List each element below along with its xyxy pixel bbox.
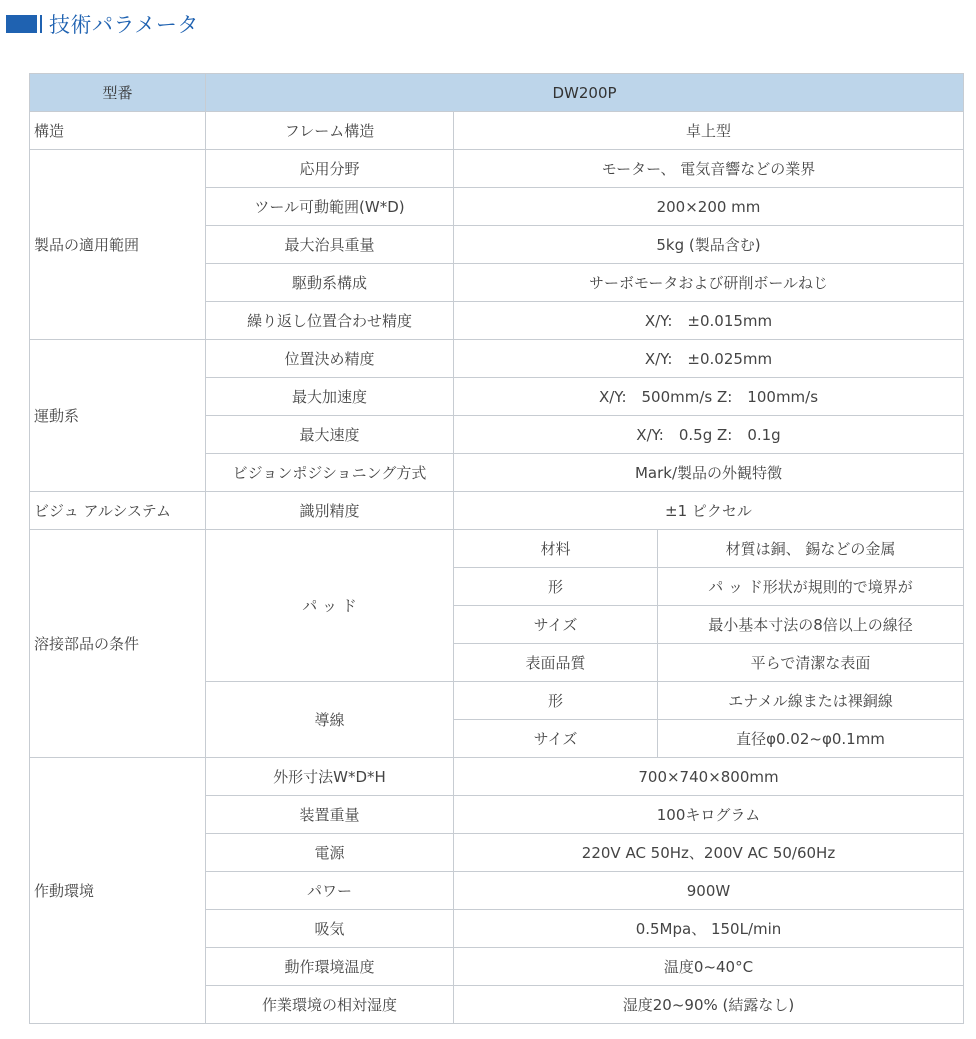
table-row (30, 340, 964, 378)
item-cell: 電源 (206, 834, 454, 872)
item-cell: フレーム構造 (206, 112, 454, 150)
value-cell: 湿度20~90% (結露なし) (454, 986, 964, 1024)
attr-cell: サイズ (454, 720, 658, 758)
value-cell: パ ッ ド形状が規則的で境界が (658, 568, 964, 606)
value-cell: X/Y: 500mm/s Z: 100mm/s (454, 378, 964, 416)
item-cell: 位置決め精度 (206, 340, 454, 378)
table-header-row (30, 74, 964, 112)
item-cell: 最大治具重量 (206, 226, 454, 264)
table-row (30, 758, 964, 796)
attr-cell: 形 (454, 682, 658, 720)
value-cell: X/Y: ±0.015mm (454, 302, 964, 340)
value-cell: X/Y: ±0.025mm (454, 340, 964, 378)
heading-divider (40, 15, 42, 33)
value-cell: 最小基本寸法の8倍以上の線径 (658, 606, 964, 644)
value-cell: エナメル線または裸銅線 (658, 682, 964, 720)
value-cell: 材質は銅、 錫などの金属 (658, 530, 964, 568)
item-cell: 作業環境の相対湿度 (206, 986, 454, 1024)
header-label: 型番 (30, 74, 206, 112)
spec-table (29, 73, 964, 1024)
value-cell: 5kg (製品含む) (454, 226, 964, 264)
section-heading (6, 8, 199, 40)
value-cell: 平らで清潔な表面 (658, 644, 964, 682)
item-cell: 最大速度 (206, 416, 454, 454)
category-cell: 作動環境 (30, 758, 206, 1024)
item-cell-pad: パ ッ ド (206, 530, 454, 682)
value-cell: ±1 ピクセル (454, 492, 964, 530)
value-cell: 220V AC 50Hz、200V AC 50/60Hz (454, 834, 964, 872)
value-cell: 100キログラム (454, 796, 964, 834)
section-title: 技術パラメータ (49, 13, 199, 37)
value-cell: モーター、 電気音響などの業界 (454, 150, 964, 188)
item-cell: ツール可動範囲(W*D) (206, 188, 454, 226)
item-cell: パワー (206, 872, 454, 910)
value-cell: 700×740×800mm (454, 758, 964, 796)
value-cell: 直径φ0.02~φ0.1mm (658, 720, 964, 758)
item-cell: 駆動系構成 (206, 264, 454, 302)
table-row (30, 150, 964, 188)
item-cell: 識別精度 (206, 492, 454, 530)
value-cell: 200×200 mm (454, 188, 964, 226)
category-cell: ビジュ アルシステム (30, 492, 206, 530)
item-cell: 動作環境温度 (206, 948, 454, 986)
item-cell: 繰り返し位置合わせ精度 (206, 302, 454, 340)
item-cell: 応用分野 (206, 150, 454, 188)
table-row (30, 530, 964, 568)
item-cell-wire: 導線 (206, 682, 454, 758)
table-row (30, 112, 964, 150)
value-cell: X/Y: 0.5g Z: 0.1g (454, 416, 964, 454)
heading-marker (6, 15, 37, 33)
item-cell: 吸気 (206, 910, 454, 948)
category-cell: 運動系 (30, 340, 206, 492)
value-cell: 卓上型 (454, 112, 964, 150)
attr-cell: 表面品質 (454, 644, 658, 682)
value-cell: 900W (454, 872, 964, 910)
category-cell: 溶接部品の条件 (30, 530, 206, 758)
category-cell: 製品の適用範囲 (30, 150, 206, 340)
item-cell: 外形寸法W*D*H (206, 758, 454, 796)
value-cell: Mark/製品の外観特徴 (454, 454, 964, 492)
attr-cell: 形 (454, 568, 658, 606)
item-cell: ビジョンポジショニング方式 (206, 454, 454, 492)
value-cell: サーボモータおよび研削ボールねじ (454, 264, 964, 302)
category-cell: 構造 (30, 112, 206, 150)
attr-cell: サイズ (454, 606, 658, 644)
table-row (30, 492, 964, 530)
attr-cell: 材料 (454, 530, 658, 568)
item-cell: 最大加速度 (206, 378, 454, 416)
item-cell: 装置重量 (206, 796, 454, 834)
value-cell: 温度0~40°C (454, 948, 964, 986)
value-cell: 0.5Mpa、 150L/min (454, 910, 964, 948)
header-model: DW200P (206, 74, 964, 112)
